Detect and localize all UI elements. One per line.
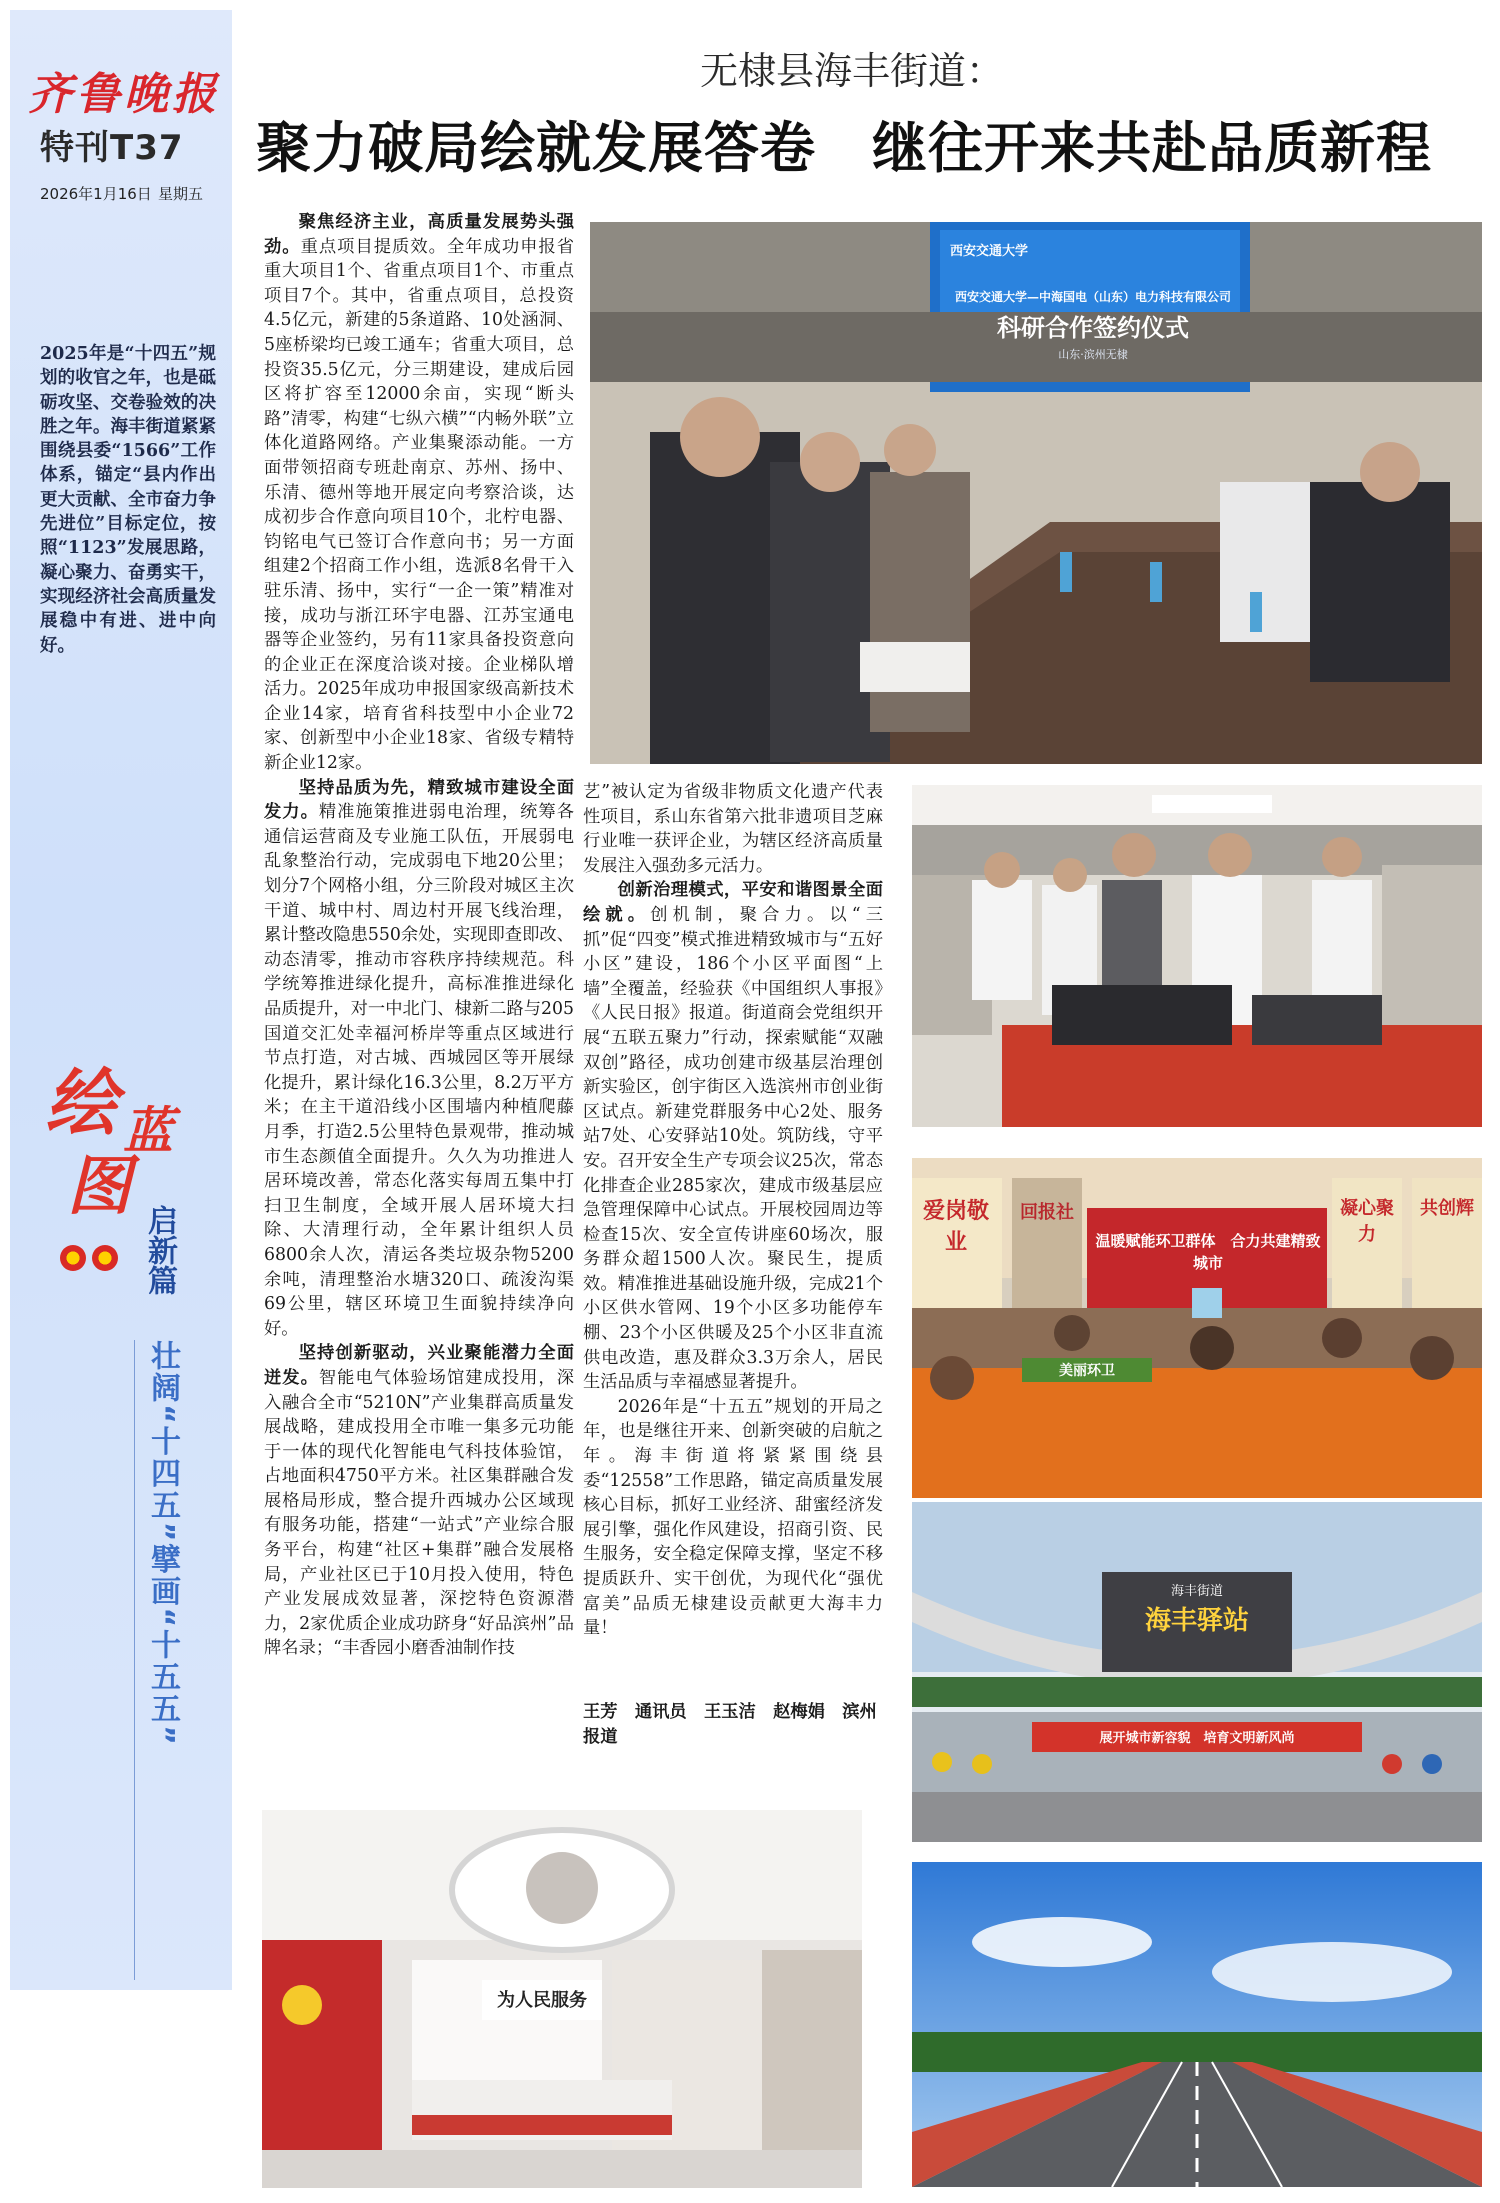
gate-banner: 展开城市新容貌 培育文明新风尚 [1099,1731,1295,1746]
emblem-icon [92,1245,118,1271]
photo-factory-visit [912,785,1482,1127]
paragraph-lead: 创新治理模式，平安和谐图景全面绘就。 [583,880,883,925]
feature-title-char-1: 绘 [45,1060,118,1145]
issue-weekday: 星期五 [158,185,204,203]
photo-service-station [912,1502,1482,1842]
photo-service-hall [262,1810,862,2188]
paragraph [264,776,574,1342]
feature-title [45,1045,225,1345]
emblem-icon [60,1245,86,1271]
banner-foot: 山东·滨州无棣 [1058,348,1128,361]
issue-date: 2026年1月16日 [40,185,152,203]
paragraph-text: 智能电气体验场馆建成投用，深入融合全市“5210N”产业集群高质量发展战略，建成投用全市唯一集多元功能于一体的现代化智能电气科技体验馆，占地面积4750平方米。社区集群融合发展格局形成，整合提升西城办公区域现有服务功能，搭建“一站式”产业综合服务平台，构建“社区+集群”融合发展格局，产业社区已于10月投入使用，特色产业发展成效显著，深挖特色资源潜力，2家优质企业成功跻身“好品滨州”品牌名录；“丰香园小磨香油制作技 [264,1367,574,1659]
poster-far-right: 共创辉 [1420,1198,1474,1219]
banner-parties: 西安交通大学—中海国电（山东）电力科技有限公司 [954,290,1231,304]
photo-new-road [912,1862,1482,2187]
gate-sign: 海丰驿站 [1144,1606,1249,1636]
paragraph [583,1395,883,1641]
intro-paragraph: 2025年是“十四五”规划的收官之年，也是砥砺攻坚、交卷验效的决胜之年。海丰街道紧紧围绕县委“1566”工作体系，锚定“县内作出更大贡献、全市奋力争先进位”目标定位，按照“1123”发展思路，凝心聚力、奋勇实干，实现经济社会高质量发展稳中有进、进中向好。 [40,344,216,656]
party-emblems [60,1245,124,1275]
paragraph [583,780,883,878]
photo-signing-ceremony [590,222,1482,764]
article-kicker: 无棣县海丰街道： [700,49,1005,93]
banner-title: 科研合作签约仪式 [997,313,1189,342]
feature-title-char-3: 图 [67,1149,131,1224]
banner-university: 西安交通大学 [950,244,1029,259]
divider [134,1340,135,1980]
paragraph-text: 艺”被认定为省级非物质文化遗产代表性项目，系山东省第六批非遗项目芝麻行业唯一获评企业，为辖区经济高质量发展注入强劲多元活力。 [583,782,883,876]
paragraph [264,210,574,776]
paragraph [264,1341,574,1661]
paragraph [583,878,883,1394]
poster-right: 凝心聚力 [1340,1198,1394,1245]
masthead-logo: 齐鲁晚报 [28,69,220,120]
feature-subtitle: 启新篇 [142,1205,177,1295]
feature-slogan: 壮阔“十四五”擘画“十五五” [145,1340,180,1747]
article-column-2 [583,780,883,1780]
paragraph-text: 精准施策推进弱电治理，统筹各通信运营商及专业施工队伍，开展弱电乱象整治行动，完成弱电下地20公里；划分7个网格小组，分三阶段对城区主次干道、城中村、周边村开展飞线治理，累计整改隐患550余处，实现即查即改、动态清零，推动市容秩序持续规范。科学统筹推进绿化提升，高标准推进绿化品质提升，对一中北门、棣新二路与205国道交汇处幸福河桥岸等重点区域进行节点打造，对古城、西城园区等开展绿化提升，累计绿化16.3公里，8.2万平方米；在主干道沿线小区围墙内种植爬藤月季，打造2.5公里特色景观带，推动城市生态颜值全面提升。久久为功推进人居环境改善，常态化落实每周五集中打扫卫生制度，全域开展人居环境大扫除、大清理行动，全年累计组织人员6800余人次，清运各类垃圾杂物5200余吨，清理整治水塘320口、疏浚沟渠69公里，辖区环境卫生面貌持续净向好。 [264,802,574,1339]
poster-left: 爱岗敬业 [922,1198,989,1255]
photo-sanitation-workers [912,1158,1482,1498]
gate-small-sign: 海丰街道 [1170,1584,1223,1599]
event-banner: 温暖赋能环卫群体 合力共建精致城市 [1095,1232,1321,1272]
paragraph-text: 创机制，聚合力。以“三抓”促“四变”模式推进精致城市与“五好小区”建设，186个小区平面图“上墙”全覆盖，经验获《中国组织人事报》《人民日报》报道。街道商会党组织开展“五联五聚力”行动，探索赋能“双融双创”路径，成功创建市级基层治理创新实验区，创宇街区入选滨州市创业街区试点。新建党群服务中心2处、服务站7处、心安驿站10处。筑防线，守平安。召开安全生产专项会议25次，常态化排查企业285家次，建成市级基层应急管理保障中心试点。开展校园周边等检查15次、安全宣传讲座60场次，服务群众超1500人次。聚民生，提质效。精准推进基础设施升级，完成21个小区供水管网、19个小区多功能停车棚、23个小区供暖及25个小区非直流供电改造，惠及群众3.3万余人，居民生活品质与幸福感显著提升。 [583,904,883,1393]
article-column-1 [264,210,574,1790]
side-strip [10,10,232,1990]
paragraph-text: 重点项目提质效。全年成功申报省重大项目1个、省重点项目1个、市重点项目7个。其中，省重点项目，总投资4.5亿元，新建的5条道路、10处涵洞、5座桥梁均已竣工通车；省重大项目，总投资35.5亿元，分三期建设，建成后园区将扩容至12000余亩，实现“断头路”清零，构建“七纵六横”“内畅外联”立体化道路网络。产业集聚添动能。一方面带领招商专班赴南京、苏州、扬中、乐清、德州等地开展定向考察洽谈，达成初步合作意向项目10个，北柠电器、钧铭电气已签订合作意向书；另一方面组建2个招商工作小组，选派8名骨干入驻乐清、扬中，实行“一企一策”精准对接，成功与浙江环宇电器、江苏宝通电器等企业签约，另有11家具备投资意向的企业正在深度洽谈对接。企业梯队增活力。2025年成功申报国家级高新技术企业14家，培育省科技型中小企业72家、创新型中小企业18家、省级专精特新企业12家。 [264,236,574,774]
paragraph-lead: 坚持品质为先，精致城市建设全面发力。 [264,777,574,823]
edition-label: 特刊T37 [40,128,184,168]
paragraph-lead: 坚持创新驱动，兴业聚能潜力全面迸发。 [264,1343,574,1388]
article-headline: 聚力破局绘就发展答卷 继往开来共赴品质新程 [256,115,1433,180]
feature-title-char-2: 蓝 [123,1101,173,1160]
paragraph-lead: 聚焦经济主业，高质量发展势头强劲。 [264,212,574,257]
vest-text: 美丽环卫 [1059,1363,1115,1379]
hall-wall-text: 为人民服务 [497,1990,587,2011]
poster-mid: 回报社 [1020,1202,1074,1223]
paragraph-text: 2026年是“十五五”规划的开局之年，也是继往开来、创新突破的启航之年。海丰街道将紧紧围绕县委“12558”工作思路，锚定高质量发展核心目标，抓好工业经济、甜蜜经济发展引擎，强化作风建设，招商引资、民生服务，安全稳定保障支撑，坚定不移提质跃升、实干创优，为现代化“强优富美”品质无棣建设贡献更大海丰力量！ [583,1396,883,1639]
article-byline: 王芳 通讯员 王玉洁 赵梅娟 滨州报道 [583,1702,877,1747]
